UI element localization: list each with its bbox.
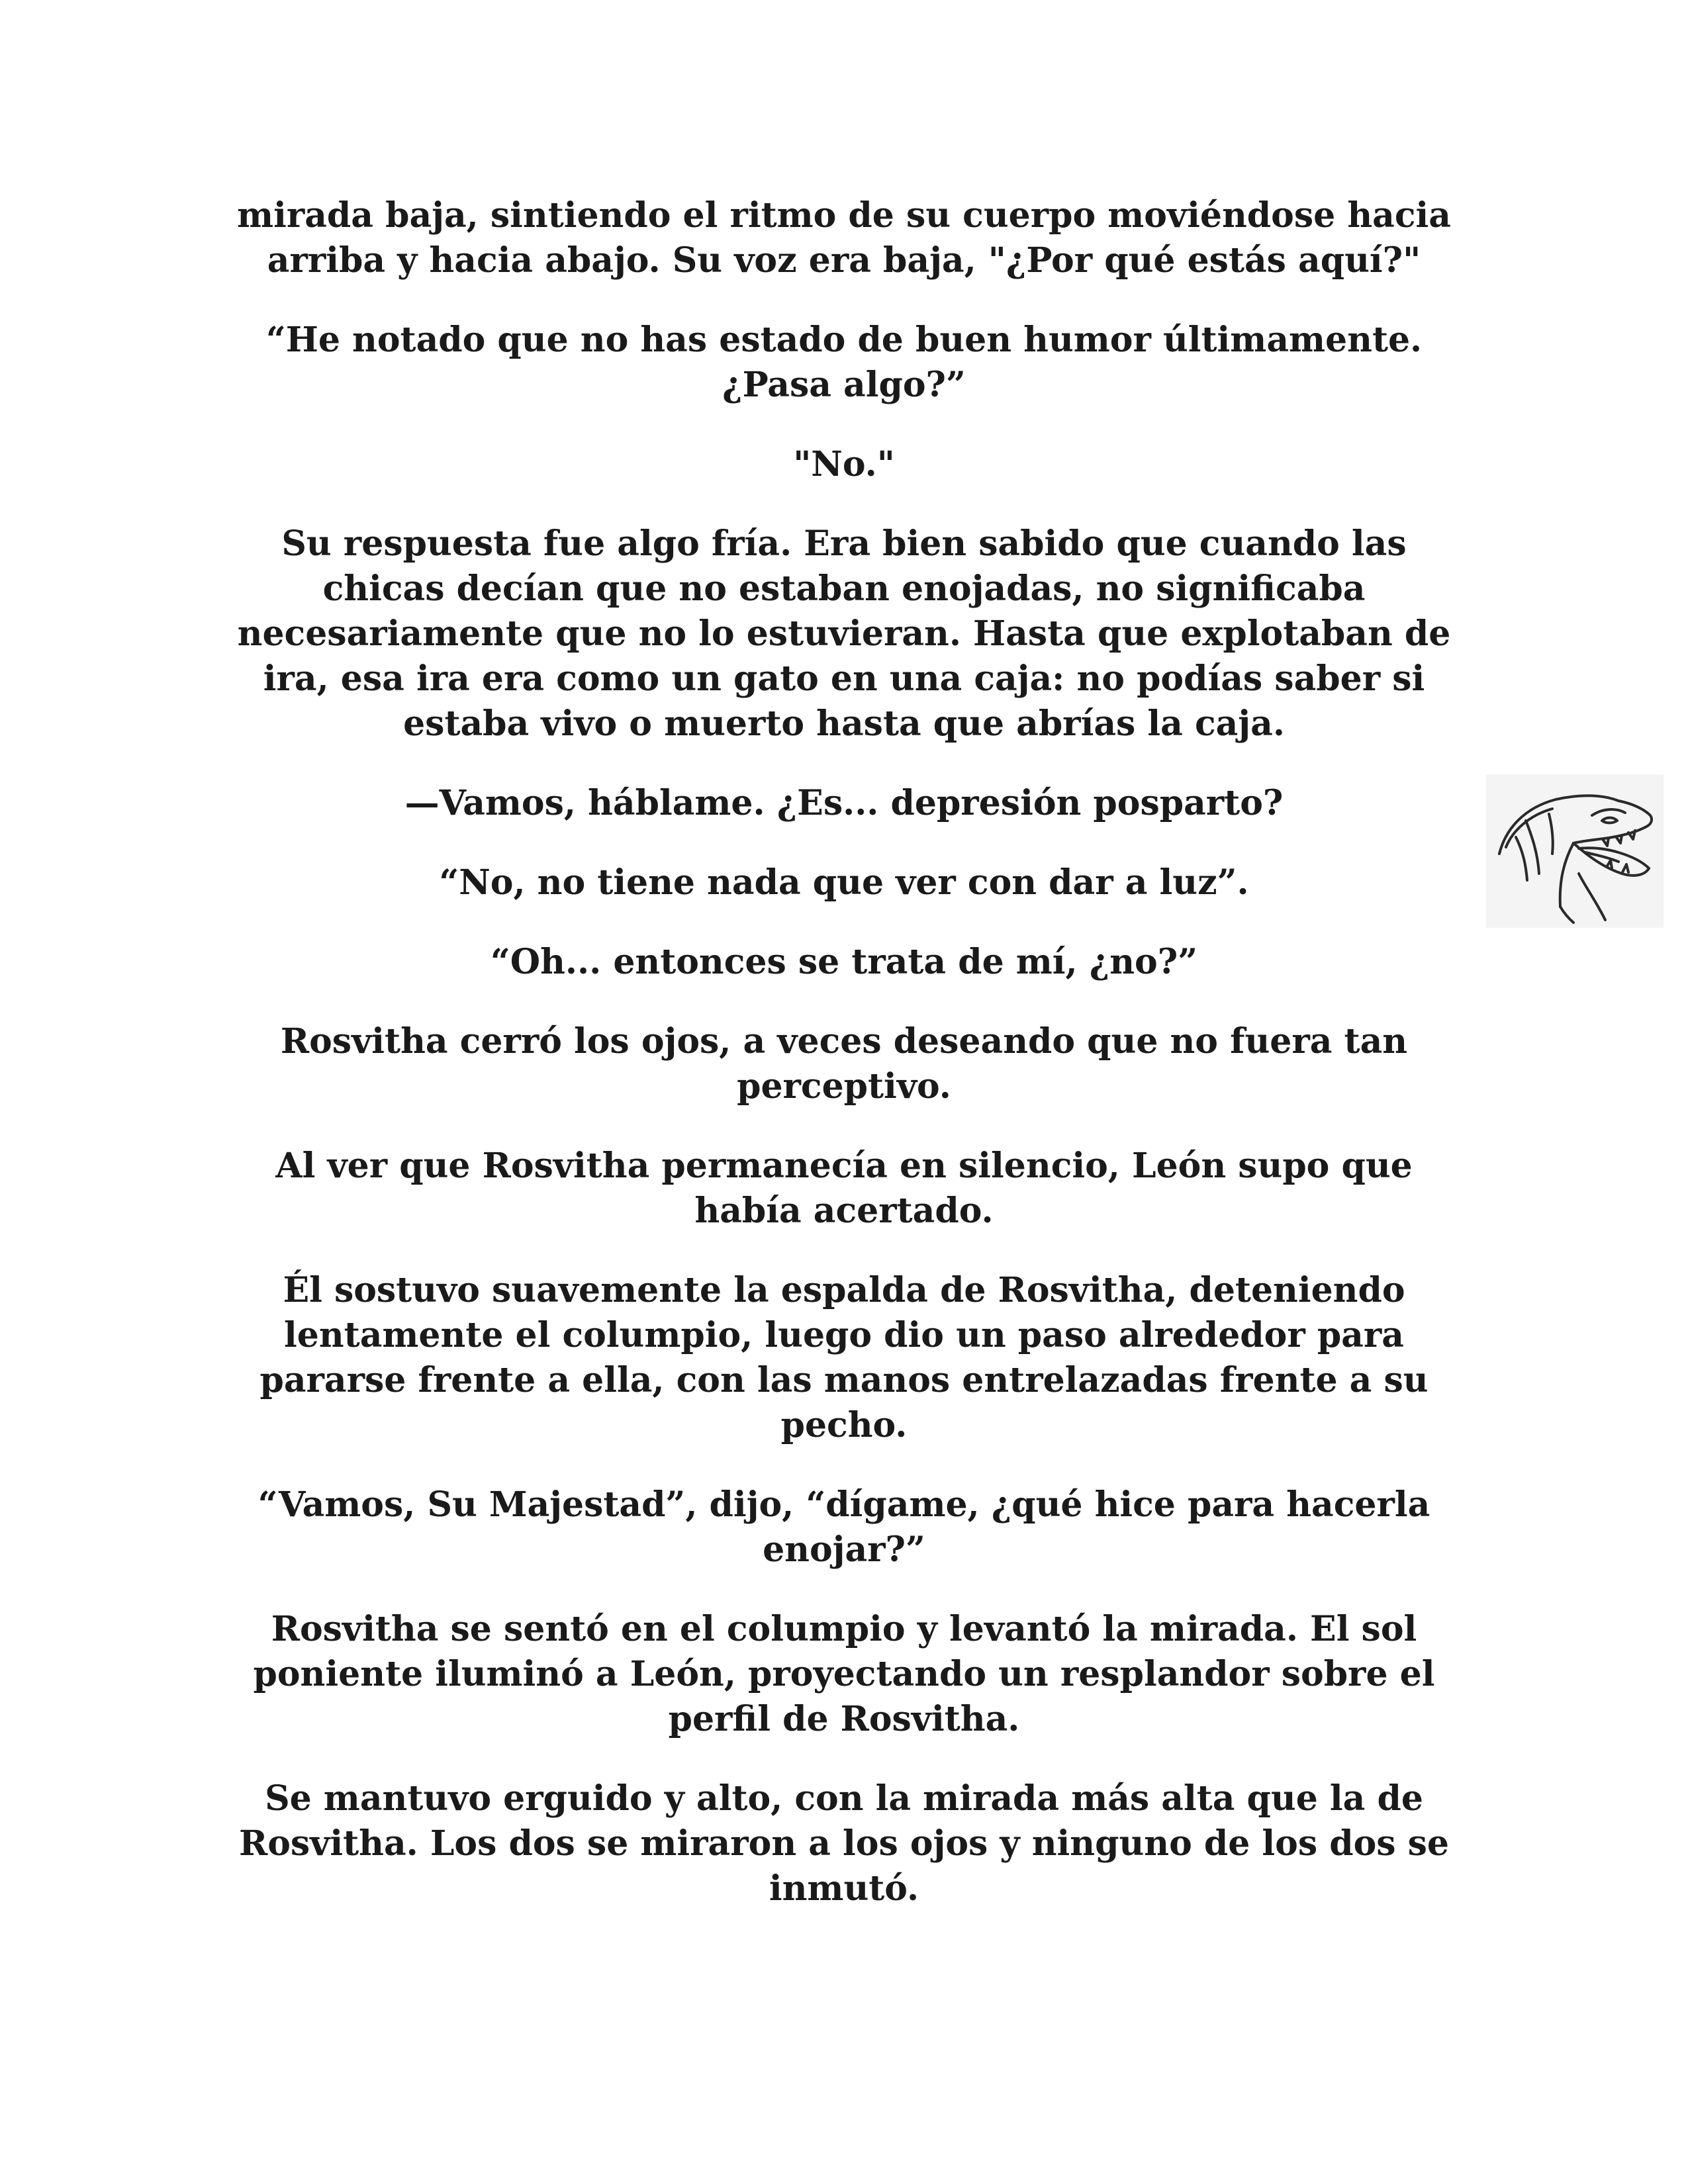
paragraph-1: mirada baja, sintiendo el ritmo de su cuerpo moviéndose hacia arriba y hacia abajo. Su voz era baja, "¿Por qué estás aquí?" xyxy=(237,195,1451,281)
paragraph-10: Él sostuvo suavemente la espalda de Rosvitha, deteniendo lentamente el columpio, luego dio un paso alrededor para pararse frente a ella, con las manos entrelazadas frente a su pecho. xyxy=(259,1270,1429,1445)
paragraph-9: Al ver que Rosvitha permanecía en silencio, León supo que había acertado. xyxy=(275,1146,1413,1231)
paragraph-6: “No, no tiene nada que ver con dar a luz”. xyxy=(439,862,1249,903)
paragraph-12: Rosvitha se sentó en el columpio y levantó la mirada. El sol poniente iluminó a León, proyectando un resplandor sobre el perfil de Rosvitha. xyxy=(253,1609,1435,1739)
paragraph-7: “Oh... entonces se trata de mí, ¿no?” xyxy=(490,942,1198,982)
paragraph-8: Rosvitha cerró los ojos, a veces deseando que no fuera tan perceptivo. xyxy=(280,1021,1408,1107)
paragraph-5: —Vamos, háblame. ¿Es... depresión posparto? xyxy=(404,783,1284,823)
paragraph-2: “He notado que no has estado de buen humor últimamente. ¿Pasa algo?” xyxy=(265,320,1423,405)
body-text xyxy=(218,193,1470,1946)
paragraph-3: "No." xyxy=(793,444,895,484)
paragraph-11: “Vamos, Su Majestad”, dijo, “dígame, ¿qué hice para hacerla enojar?” xyxy=(258,1484,1430,1570)
paragraph-13: Se mantuvo erguido y alto, con la mirada más alta que la de Rosvitha. Los dos se miraron a los ojos y ninguno de los dos se inmutó. xyxy=(239,1778,1449,1909)
paragraph-4: Su respuesta fue algo fría. Era bien sabido que cuando las chicas decían que no estaban enojadas, no significaba necesariamente que no lo estuvieran. Hasta que explotaban de ira, esa ira era como un gato en una caja: no podías saber si estaba vivo o muerto hasta que abrías la caja. xyxy=(237,523,1451,744)
dinosaur-head-sketch-icon xyxy=(1486,774,1664,928)
